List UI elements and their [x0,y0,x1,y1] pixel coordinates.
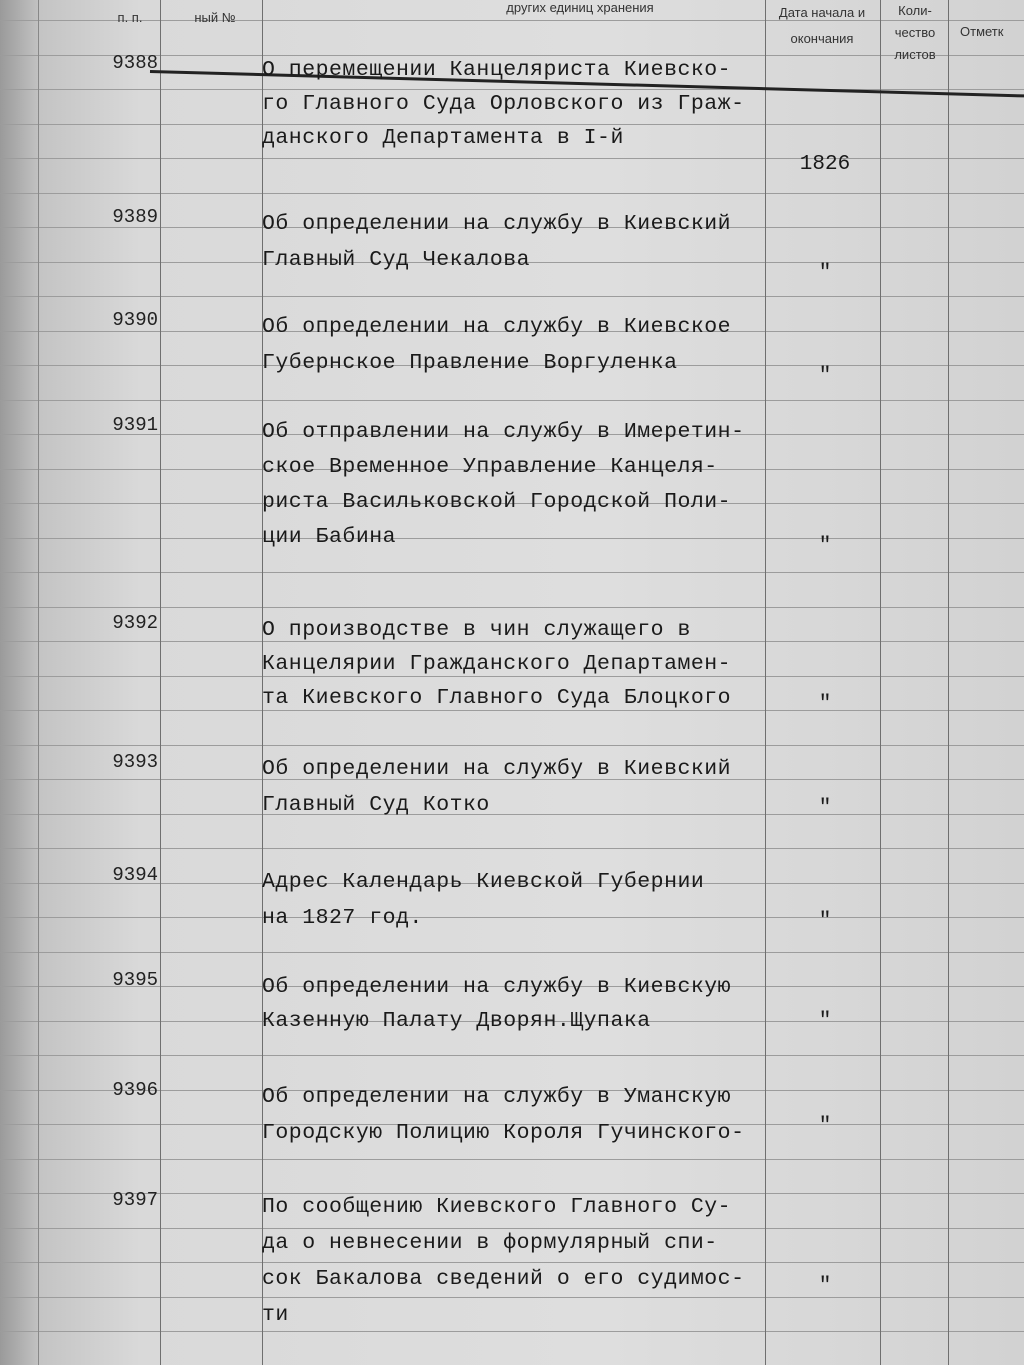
entry-title-line: Адрес Календарь Киевской Губернии [262,870,705,894]
entry-number: 9391 [112,414,158,436]
entry-number: 9397 [112,1189,158,1211]
entry-title-line: Казенную Палату Дворян.Щупака [262,1009,651,1033]
entry-number: 9395 [112,969,158,991]
entry-title-line: По сообщению Киевского Главного Су- [262,1195,732,1219]
entry-title-line: Главный Суд Чекалова [262,248,531,272]
entry-date: " [818,262,832,285]
entry-title-line: да о невнесении в формулярный спи- [262,1231,718,1255]
entry-title-line: данского Департамента в I-й [262,126,624,150]
entry-title-line: Об отправлении на службу в Имеретин- [262,420,745,444]
entry-title-line: Об определении на службу в Уманскую [262,1085,732,1109]
entry-number: 9389 [112,206,158,228]
entry-date: " [818,1115,832,1138]
entry-title-line: на 1827 год. [262,906,423,930]
header-notes: Отметк [960,24,1004,39]
entry-number: 9392 [112,612,158,634]
binder-edge [38,0,39,1365]
entry-date: " [818,535,832,558]
entry-title-line: риста Васильковской Городской Поли- [262,490,732,514]
column-divider [765,0,766,1365]
rule-line [0,1228,1024,1229]
entry-title-line: ции Бабина [262,525,397,549]
entry-title-line: Об определении на службу в Киевскую [262,975,732,999]
rule-line [0,607,1024,608]
rule-line [0,1262,1024,1263]
rule-line [0,400,1024,401]
column-divider [160,0,161,1365]
entry-title-line: Об определении на службу в Киевский [262,757,732,781]
entry-title-line: Главный Суд Котко [262,793,490,817]
entry-number: 9388 [112,52,158,74]
header-inv: ный № [194,10,236,25]
header-num: п. п. [117,10,143,25]
entry-number: 9393 [112,751,158,773]
entry-title-line: ское Временное Управление Канцеля- [262,455,718,479]
entry-date: " [818,1010,832,1033]
column-divider [880,0,881,1365]
entry-date: " [818,365,832,388]
header-sheets: Коли- чество листов [894,3,936,63]
rule-line [0,572,1024,573]
rule-line [0,848,1024,849]
entry-title-line: Канцелярии Гражданского Департамен- [262,652,732,676]
entry-title-line: О перемещении Канцеляриста Киевско- [262,58,732,82]
rule-line [0,952,1024,953]
header-title: других единиц хранения [506,0,654,15]
entry-number: 9390 [112,309,158,331]
column-divider [948,0,949,1365]
entry-title-line: ти [262,1303,289,1327]
entry-date: " [818,797,832,820]
entry-title-line: го Главного Суда Орловского из Граж- [262,92,745,116]
rule-line [0,124,1024,125]
entry-title-line: О производстве в чин служащего в [262,618,691,642]
entry-title-line: Об определении на службу в Киевское [262,315,732,339]
entry-title-line: сок Бакалова сведений о его судимос- [262,1267,745,1291]
entry-date: " [818,1275,832,1298]
rule-line [0,1331,1024,1332]
rule-line [0,676,1024,677]
entry-date: " [818,910,832,933]
entry-title-line: Об определении на службу в Киевский [262,212,732,236]
entry-date: 1826 [799,153,851,176]
entry-date: " [818,693,832,716]
rule-line [0,193,1024,194]
rule-line [0,1055,1024,1056]
rule-line [0,296,1024,297]
entry-title-line: Городскую Полицию Короля Гучинского- [262,1121,745,1145]
rule-line [0,1159,1024,1160]
entry-number: 9396 [112,1079,158,1101]
entry-number: 9394 [112,864,158,886]
header-dates: Дата начала и окончания [778,5,866,46]
rule-line [0,745,1024,746]
entry-title-line: Губернское Правление Воргуленка [262,351,678,375]
column-divider [262,0,263,1365]
entry-title-line: та Киевского Главного Суда Блоцкого [262,686,732,710]
